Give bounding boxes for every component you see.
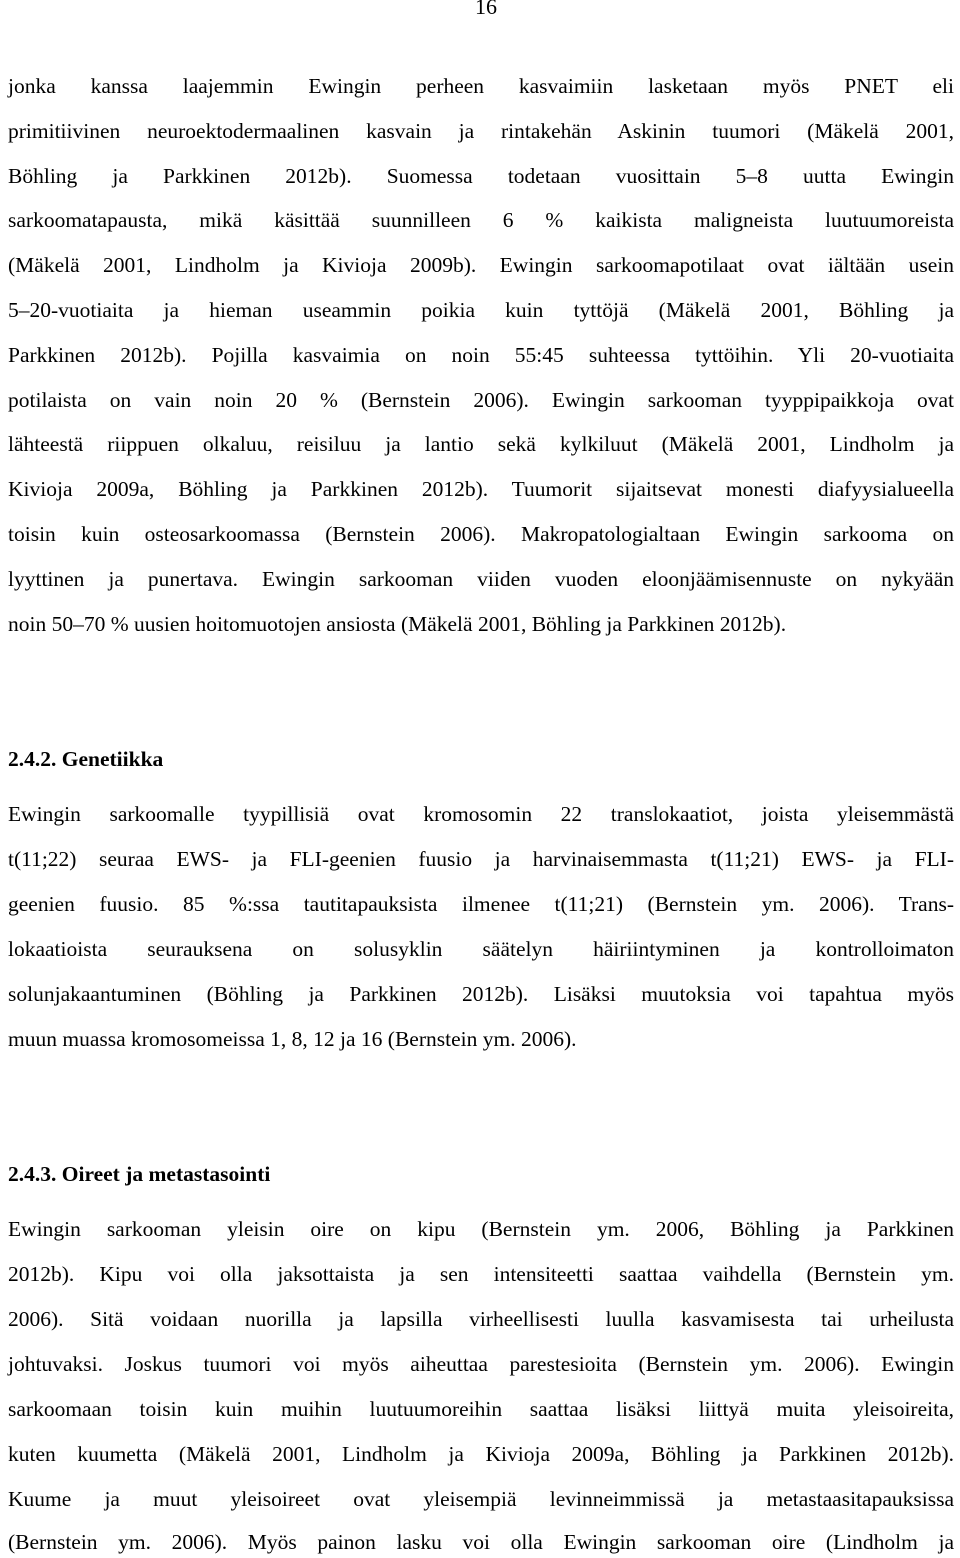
text-line: Parkkinen 2012b). Pojilla kasvaimia on noin 55:45 suhteessa tyttöihin. Yli 20-vuotiaita: [8, 343, 954, 367]
text-line: 2012b). Kipu voi olla jaksottaista ja sen intensiteetti saattaa vaihdella (Bernstein ym.: [8, 1262, 954, 1286]
text-line: (Bernstein ym. 2006). Myös painon lasku voi olla Ewingin sarkooman oire (Lindholm ja: [8, 1530, 954, 1554]
text-line: jonka kanssa laajemmin Ewingin perheen kasvaimiin lasketaan myös PNET eli: [8, 74, 954, 98]
page-number: 16: [475, 0, 497, 19]
text-line: t(11;22) seuraa EWS- ja FLI-geenien fuusio ja harvinaisemmasta t(11;21) EWS- ja FLI-: [8, 847, 954, 871]
text-line: noin 50–70 % uusien hoitomuotojen ansiosta (Mäkelä 2001, Böhling ja Parkkinen 2012b).: [8, 612, 787, 636]
text-line: 2006). Sitä voidaan nuorilla ja lapsilla virheellisesti luulla kasvamisesta tai urheilusta: [8, 1307, 954, 1331]
text-line: solunjakaantuminen (Böhling ja Parkkinen 2012b). Lisäksi muutoksia voi tapahtua myös: [8, 982, 954, 1006]
text-line: Kivioja 2009a, Böhling ja Parkkinen 2012b). Tuumorit sijaitsevat monesti diafyysialueella: [8, 477, 954, 501]
section-heading-oireet: 2.4.3. Oireet ja metastasointi: [8, 1162, 271, 1186]
text-line: sarkoomaan toisin kuin muihin luutuumoreihin saattaa lisäksi liittyä muita yleisoireita,: [8, 1397, 954, 1421]
text-line: johtuvaksi. Joskus tuumori voi myös aiheuttaa parestesioita (Bernstein ym. 2006). Ewingin: [8, 1352, 954, 1376]
text-line: Ewingin sarkooman yleisin oire on kipu (Bernstein ym. 2006, Böhling ja Parkkinen: [8, 1217, 954, 1241]
text-line: Ewingin sarkoomalle tyypillisiä ovat kromosomin 22 translokaatiot, joista yleisemmästä: [8, 802, 954, 826]
text-line: (Mäkelä 2001, Lindholm ja Kivioja 2009b). Ewingin sarkoomapotilaat ovat iältään usein: [8, 253, 954, 277]
text-line: Böhling ja Parkkinen 2012b). Suomessa todetaan vuosittain 5–8 uutta Ewingin: [8, 164, 954, 188]
section-heading-genetiikka: 2.4.2. Genetiikka: [8, 747, 164, 771]
text-line: lokaatioista seurauksena on solusyklin säätelyn häiriintyminen ja kontrolloimaton: [8, 937, 954, 961]
text-line: Kuume ja muut yleisoireet ovat yleisempiä levinneimmissä ja metastaasitapauksissa: [8, 1487, 954, 1511]
text-line: kuten kuumetta (Mäkelä 2001, Lindholm ja Kivioja 2009a, Böhling ja Parkkinen 2012b).: [8, 1442, 954, 1466]
text-line: potilaista on vain noin 20 % (Bernstein 2006). Ewingin sarkooman tyyppipaikkoja ovat: [8, 388, 954, 412]
text-line: toisin kuin osteosarkoomassa (Bernstein 2006). Makropatologialtaan Ewingin sarkooma on: [8, 522, 954, 546]
text-line: 5–20-vuotiaita ja hieman useammin poikia kuin tyttöjä (Mäkelä 2001, Böhling ja: [8, 298, 954, 322]
text-line: lyyttinen ja punertava. Ewingin sarkooman viiden vuoden eloonjäämisennuste on nykyään: [8, 567, 954, 591]
text-line: sarkoomatapausta, mikä käsittää suunnilleen 6 % kaikista maligneista luutuumoreista: [8, 208, 954, 232]
text-line: geenien fuusio. 85 %:ssa tautitapauksista ilmenee t(11;21) (Bernstein ym. 2006). Trans-: [8, 892, 954, 916]
text-line: lähteestä riippuen olkaluu, reisiluu ja lantio sekä kylkiluut (Mäkelä 2001, Lindholm ja: [8, 432, 954, 456]
text-line: muun muassa kromosomeissa 1, 8, 12 ja 16 (Bernstein ym. 2006).: [8, 1027, 577, 1051]
text-line: primitiivinen neuroektodermaalinen kasvain ja rintakehän Askinin tuumori (Mäkelä 2001,: [8, 119, 954, 143]
